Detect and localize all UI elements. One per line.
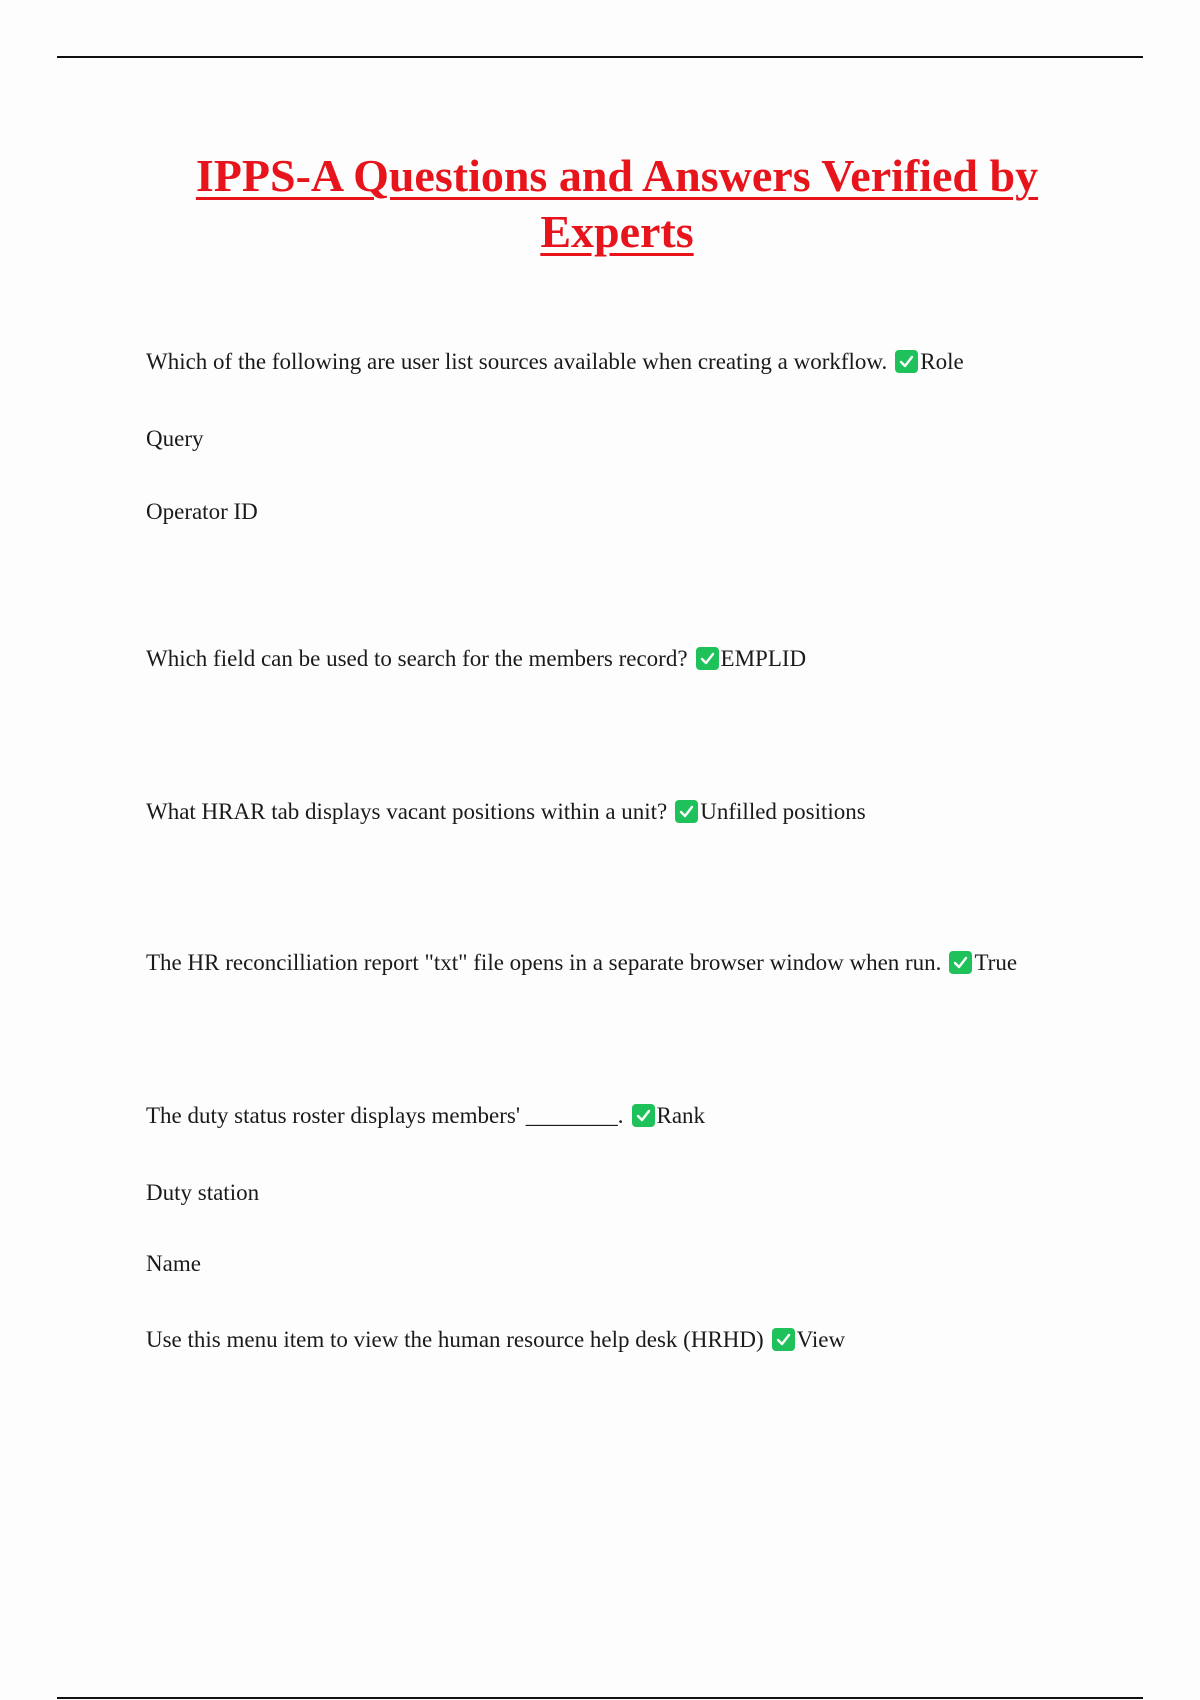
answer-text: Rank — [656, 1103, 706, 1128]
bottom-rule — [57, 1697, 1143, 1699]
top-rule — [57, 56, 1143, 58]
question-text: Which of the following are user list sources available when creating a workflow. — [146, 349, 888, 374]
qa-item-5 — [146, 1101, 705, 1131]
answer-text: EMPLID — [720, 646, 807, 671]
question-text: The duty status roster displays members' ________. — [146, 1103, 624, 1128]
qa-item-2 — [146, 644, 806, 674]
question-text: What HRAR tab displays vacant positions within a unit? — [146, 799, 668, 824]
qa-item-3 — [146, 797, 866, 827]
answer-option: Query — [146, 426, 204, 451]
answer-text: Unfilled positions — [700, 799, 866, 824]
qa-item-4 — [146, 948, 1017, 978]
check-mark-icon — [895, 350, 918, 373]
check-mark-icon — [632, 1104, 655, 1127]
check-mark-icon — [675, 800, 698, 823]
answer-text: Role — [920, 349, 964, 374]
answer-text: True — [974, 950, 1018, 975]
question-text: The HR reconcilliation report "txt" file opens in a separate browser window when run. — [146, 950, 942, 975]
answer-option: Name — [146, 1251, 201, 1276]
answer-option: Operator ID — [146, 499, 258, 524]
question-text: Use this menu item to view the human resource help desk (HRHD) — [146, 1327, 764, 1352]
qa-item-6 — [146, 1325, 845, 1355]
answer-option: Duty station — [146, 1180, 260, 1205]
check-mark-icon — [696, 647, 719, 670]
question-text: Which field can be used to search for the members record? — [146, 646, 688, 671]
check-mark-icon — [772, 1328, 795, 1351]
document-title: IPPS-A Questions and Answers Verified by Experts — [195, 150, 1039, 257]
qa-item-1 — [146, 347, 964, 377]
check-mark-icon — [949, 951, 972, 974]
answer-text: View — [796, 1327, 846, 1352]
